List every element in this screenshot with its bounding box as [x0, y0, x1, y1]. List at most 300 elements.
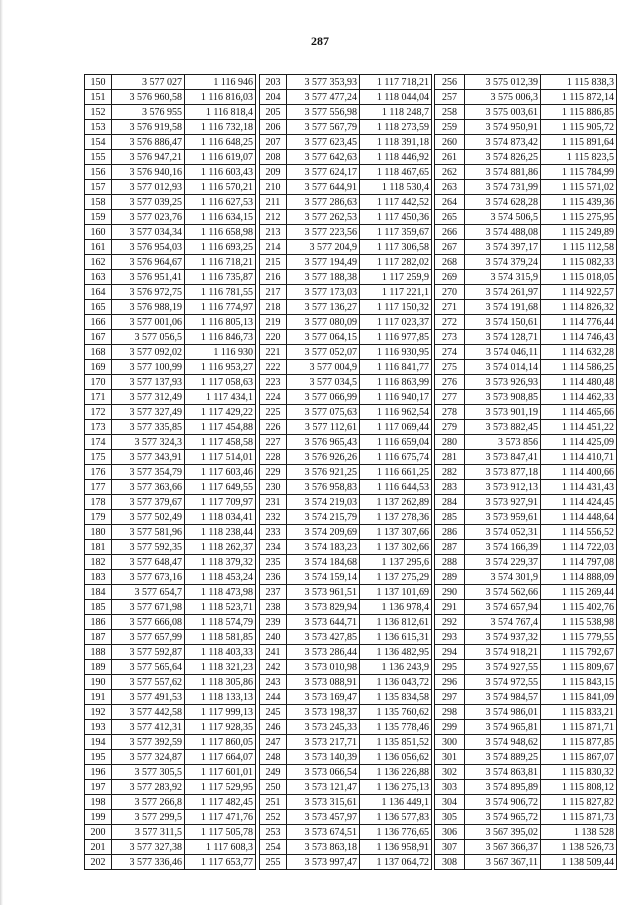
x-coordinate: 3 573 912,13: [465, 480, 541, 495]
point-number: 202: [85, 855, 112, 870]
y-coordinate: 1 117 482,45: [185, 795, 256, 810]
y-coordinate: 1 114 556,52: [541, 525, 617, 540]
y-coordinate: 1 118 446,92: [360, 150, 432, 165]
table-row: [85, 810, 256, 825]
y-coordinate: 1 114 400,66: [541, 465, 617, 480]
table-row: [260, 345, 432, 360]
x-coordinate: 3 574 261,97: [465, 285, 541, 300]
x-coordinate: 3 577 034,5: [287, 375, 360, 390]
table-row: [435, 480, 617, 495]
point-number: 196: [85, 765, 112, 780]
table-row: [435, 180, 617, 195]
x-coordinate: 3 574 209,69: [287, 525, 360, 540]
x-coordinate: 3 576 972,75: [112, 285, 185, 300]
point-number: 185: [85, 600, 112, 615]
point-number: 252: [260, 810, 287, 825]
point-number: 218: [260, 300, 287, 315]
y-coordinate: 1 117 860,05: [185, 735, 256, 750]
x-coordinate: 3 577 556,98: [287, 105, 360, 120]
table-row: [260, 360, 432, 375]
x-coordinate: 3 577 173,03: [287, 285, 360, 300]
table-row: [435, 360, 617, 375]
table-row: [435, 195, 617, 210]
point-number: 292: [435, 615, 465, 630]
table-row: [435, 390, 617, 405]
point-number: 234: [260, 540, 287, 555]
point-number: 261: [435, 150, 465, 165]
x-coordinate: 3 576 951,41: [112, 270, 185, 285]
x-coordinate: 3 573 245,33: [287, 720, 360, 735]
point-number: 264: [435, 195, 465, 210]
table-row: [435, 705, 617, 720]
x-coordinate: 3 577 137,93: [112, 375, 185, 390]
y-coordinate: 1 118 467,65: [360, 165, 432, 180]
point-number: 212: [260, 210, 287, 225]
table-row: [260, 600, 432, 615]
x-coordinate: 3 577 075,63: [287, 405, 360, 420]
x-coordinate: 3 577 066,99: [287, 390, 360, 405]
x-coordinate: 3 573 863,18: [287, 840, 360, 855]
table-row: [85, 525, 256, 540]
y-coordinate: 1 116 774,97: [185, 300, 256, 315]
x-coordinate: 3 577 623,45: [287, 135, 360, 150]
coordinate-table-3: [434, 74, 617, 870]
x-coordinate: 3 574 159,14: [287, 570, 360, 585]
y-coordinate: 1 114 797,08: [541, 555, 617, 570]
point-number: 162: [85, 255, 112, 270]
table-row: [85, 840, 256, 855]
point-number: 213: [260, 225, 287, 240]
point-number: 266: [435, 225, 465, 240]
y-coordinate: 1 115 871,71: [541, 720, 617, 735]
table-row: [260, 570, 432, 585]
table-row: [85, 120, 256, 135]
y-coordinate: 1 115 808,12: [541, 780, 617, 795]
point-number: 223: [260, 375, 287, 390]
y-coordinate: 1 117 221,1: [360, 285, 432, 300]
point-number: 156: [85, 165, 112, 180]
y-coordinate: 1 115 830,32: [541, 765, 617, 780]
y-coordinate: 1 115 838,3: [541, 75, 617, 90]
x-coordinate: 3 577 012,93: [112, 180, 185, 195]
point-number: 233: [260, 525, 287, 540]
table-row: [85, 405, 256, 420]
table-row: [85, 705, 256, 720]
y-coordinate: 1 116 718,21: [185, 255, 256, 270]
table-row: [260, 300, 432, 315]
table-row: [435, 150, 617, 165]
point-number: 239: [260, 615, 287, 630]
y-coordinate: 1 116 619,07: [185, 150, 256, 165]
point-number: 300: [435, 735, 465, 750]
point-number: 176: [85, 465, 112, 480]
table-row: [85, 285, 256, 300]
table-row: [85, 645, 256, 660]
point-number: 169: [85, 360, 112, 375]
table-row: [85, 390, 256, 405]
y-coordinate: 1 118 453,24: [185, 570, 256, 585]
point-number: 215: [260, 255, 287, 270]
point-number: 270: [435, 285, 465, 300]
point-number: 278: [435, 405, 465, 420]
coordinate-table-2: [259, 74, 432, 870]
table-row: [85, 555, 256, 570]
point-number: 203: [260, 75, 287, 90]
x-coordinate: 3 577 336,46: [112, 855, 185, 870]
y-coordinate: 1 136 226,88: [360, 765, 432, 780]
y-coordinate: 1 116 693,25: [185, 240, 256, 255]
x-coordinate: 3 573 829,94: [287, 600, 360, 615]
y-coordinate: 1 117 150,32: [360, 300, 432, 315]
table-row: [260, 750, 432, 765]
table-row: [435, 795, 617, 810]
y-coordinate: 1 116 570,21: [185, 180, 256, 195]
x-coordinate: 3 574 191,68: [465, 300, 541, 315]
y-coordinate: 1 117 649,55: [185, 480, 256, 495]
table-row: [260, 660, 432, 675]
x-coordinate: 3 574 937,32: [465, 630, 541, 645]
y-coordinate: 1 135 851,52: [360, 735, 432, 750]
y-coordinate: 1 114 746,43: [541, 330, 617, 345]
point-number: 173: [85, 420, 112, 435]
y-coordinate: 1 116 946: [185, 75, 256, 90]
y-coordinate: 1 117 471,76: [185, 810, 256, 825]
y-coordinate: 1 116 627,53: [185, 195, 256, 210]
y-coordinate: 1 118 581,85: [185, 630, 256, 645]
point-number: 200: [85, 825, 112, 840]
table-row: [85, 615, 256, 630]
y-coordinate: 1 115 538,98: [541, 615, 617, 630]
x-coordinate: 3 573 847,41: [465, 450, 541, 465]
point-number: 207: [260, 135, 287, 150]
x-coordinate: 3 573 927,91: [465, 495, 541, 510]
table-row: [435, 300, 617, 315]
point-number: 206: [260, 120, 287, 135]
point-number: 305: [435, 810, 465, 825]
x-coordinate: 3 577 657,99: [112, 630, 185, 645]
y-coordinate: 1 115 784,99: [541, 165, 617, 180]
y-coordinate: 1 116 940,17: [360, 390, 432, 405]
table-row: [435, 690, 617, 705]
x-coordinate: 3 574 767,4: [465, 615, 541, 630]
x-coordinate: 3 576 954,03: [112, 240, 185, 255]
x-coordinate: 3 576 926,26: [287, 450, 360, 465]
y-coordinate: 1 115 082,33: [541, 255, 617, 270]
point-number: 277: [435, 390, 465, 405]
point-number: 183: [85, 570, 112, 585]
point-number: 195: [85, 750, 112, 765]
table-row: [435, 585, 617, 600]
point-number: 150: [85, 75, 112, 90]
x-coordinate: 3 577 262,53: [287, 210, 360, 225]
x-coordinate: 3 573 286,44: [287, 645, 360, 660]
point-number: 307: [435, 840, 465, 855]
x-coordinate: 3 576 988,19: [112, 300, 185, 315]
x-coordinate: 3 576 947,21: [112, 150, 185, 165]
table-row: [260, 120, 432, 135]
table-row: [435, 495, 617, 510]
table-row: [260, 765, 432, 780]
point-number: 244: [260, 690, 287, 705]
y-coordinate: 1 138 528: [541, 825, 617, 840]
y-coordinate: 1 136 958,91: [360, 840, 432, 855]
y-coordinate: 1 117 282,02: [360, 255, 432, 270]
y-coordinate: 1 117 653,77: [185, 855, 256, 870]
point-number: 211: [260, 195, 287, 210]
table-row: [435, 570, 617, 585]
table-row: [435, 780, 617, 795]
table-row: [85, 180, 256, 195]
y-coordinate: 1 116 816,03: [185, 90, 256, 105]
table-row: [260, 555, 432, 570]
table-row: [260, 135, 432, 150]
point-number: 187: [85, 630, 112, 645]
point-number: 151: [85, 90, 112, 105]
y-coordinate: 1 116 841,77: [360, 360, 432, 375]
point-number: 235: [260, 555, 287, 570]
table-row: [435, 750, 617, 765]
y-coordinate: 1 117 529,95: [185, 780, 256, 795]
y-coordinate: 1 136 978,4: [360, 600, 432, 615]
y-coordinate: 1 117 259,9: [360, 270, 432, 285]
y-coordinate: 1 136 577,83: [360, 810, 432, 825]
x-coordinate: 3 577 194,49: [287, 255, 360, 270]
point-number: 165: [85, 300, 112, 315]
y-coordinate: 1 114 465,66: [541, 405, 617, 420]
table-row: [260, 240, 432, 255]
y-coordinate: 1 116 732,18: [185, 120, 256, 135]
x-coordinate: 3 573 121,47: [287, 780, 360, 795]
table-row: [435, 735, 617, 750]
table-row: [435, 555, 617, 570]
table-row: [260, 195, 432, 210]
table-row: [260, 405, 432, 420]
x-coordinate: 3 574 918,21: [465, 645, 541, 660]
table-row: [435, 105, 617, 120]
y-coordinate: 1 137 275,29: [360, 570, 432, 585]
table-row: [260, 315, 432, 330]
y-coordinate: 1 135 834,58: [360, 690, 432, 705]
y-coordinate: 1 115 867,07: [541, 750, 617, 765]
y-coordinate: 1 116 781,55: [185, 285, 256, 300]
point-number: 267: [435, 240, 465, 255]
y-coordinate: 1 135 778,46: [360, 720, 432, 735]
x-coordinate: 3 577 654,7: [112, 585, 185, 600]
y-coordinate: 1 137 278,36: [360, 510, 432, 525]
y-coordinate: 1 118 305,86: [185, 675, 256, 690]
table-row: [85, 735, 256, 750]
x-coordinate: 3 577 491,53: [112, 690, 185, 705]
table-row: [85, 315, 256, 330]
y-coordinate: 1 115 112,58: [541, 240, 617, 255]
x-coordinate: 3 567 366,37: [465, 840, 541, 855]
point-number: 265: [435, 210, 465, 225]
point-number: 263: [435, 180, 465, 195]
x-coordinate: 3 577 327,49: [112, 405, 185, 420]
y-coordinate: 1 116 863,99: [360, 375, 432, 390]
x-coordinate: 3 574 014,14: [465, 360, 541, 375]
x-coordinate: 3 577 204,9: [287, 240, 360, 255]
x-coordinate: 3 577 343,91: [112, 450, 185, 465]
x-coordinate: 3 577 034,34: [112, 225, 185, 240]
y-coordinate: 1 115 439,36: [541, 195, 617, 210]
y-coordinate: 1 117 450,36: [360, 210, 432, 225]
point-number: 303: [435, 780, 465, 795]
x-coordinate: 3 573 877,18: [465, 465, 541, 480]
x-coordinate: 3 577 581,96: [112, 525, 185, 540]
x-coordinate: 3 574 657,94: [465, 600, 541, 615]
x-coordinate: 3 573 427,85: [287, 630, 360, 645]
point-number: 290: [435, 585, 465, 600]
x-coordinate: 3 577 353,93: [287, 75, 360, 90]
x-coordinate: 3 577 642,63: [287, 150, 360, 165]
y-coordinate: 1 116 846,73: [185, 330, 256, 345]
table-row: [85, 375, 256, 390]
x-coordinate: 3 577 092,02: [112, 345, 185, 360]
y-coordinate: 1 137 262,89: [360, 495, 432, 510]
y-coordinate: 1 114 431,43: [541, 480, 617, 495]
point-number: 308: [435, 855, 465, 870]
y-coordinate: 1 117 359,67: [360, 225, 432, 240]
table-row: [260, 780, 432, 795]
x-coordinate: 3 576 964,67: [112, 255, 185, 270]
x-coordinate: 3 573 882,45: [465, 420, 541, 435]
point-number: 269: [435, 270, 465, 285]
table-row: [85, 75, 256, 90]
point-number: 297: [435, 690, 465, 705]
table-row: [85, 585, 256, 600]
point-number: 181: [85, 540, 112, 555]
y-coordinate: 1 115 809,67: [541, 660, 617, 675]
x-coordinate: 3 575 003,61: [465, 105, 541, 120]
table-row: [435, 660, 617, 675]
y-coordinate: 1 118 321,23: [185, 660, 256, 675]
y-coordinate: 1 118 530,4: [360, 180, 432, 195]
point-number: 271: [435, 300, 465, 315]
point-number: 242: [260, 660, 287, 675]
y-coordinate: 1 116 648,25: [185, 135, 256, 150]
point-number: 253: [260, 825, 287, 840]
coordinate-table-1: [84, 74, 256, 870]
x-coordinate: 3 577 412,31: [112, 720, 185, 735]
table-row: [85, 825, 256, 840]
point-number: 179: [85, 510, 112, 525]
x-coordinate: 3 574 397,17: [465, 240, 541, 255]
x-coordinate: 3 574 128,71: [465, 330, 541, 345]
table-row: [85, 540, 256, 555]
point-number: 175: [85, 450, 112, 465]
point-number: 161: [85, 240, 112, 255]
table-row: [85, 675, 256, 690]
y-coordinate: 1 116 661,25: [360, 465, 432, 480]
x-coordinate: 3 574 183,23: [287, 540, 360, 555]
y-coordinate: 1 137 302,66: [360, 540, 432, 555]
y-coordinate: 1 136 615,31: [360, 630, 432, 645]
y-coordinate: 1 117 999,13: [185, 705, 256, 720]
point-number: 257: [435, 90, 465, 105]
point-number: 220: [260, 330, 287, 345]
table-row: [435, 765, 617, 780]
table-row: [85, 780, 256, 795]
x-coordinate: 3 577 064,15: [287, 330, 360, 345]
point-number: 182: [85, 555, 112, 570]
x-coordinate: 3 573 959,61: [465, 510, 541, 525]
x-coordinate: 3 574 488,08: [465, 225, 541, 240]
y-coordinate: 1 117 505,78: [185, 825, 256, 840]
y-coordinate: 1 116 658,98: [185, 225, 256, 240]
y-coordinate: 1 114 425,09: [541, 435, 617, 450]
table-row: [435, 825, 617, 840]
point-number: 296: [435, 675, 465, 690]
table-row: [85, 300, 256, 315]
y-coordinate: 1 114 424,45: [541, 495, 617, 510]
x-coordinate: 3 574 906,72: [465, 795, 541, 810]
x-coordinate: 3 577 023,76: [112, 210, 185, 225]
table-row: [435, 375, 617, 390]
y-coordinate: 1 114 480,48: [541, 375, 617, 390]
table-row: [85, 270, 256, 285]
point-number: 210: [260, 180, 287, 195]
x-coordinate: 3 577 188,38: [287, 270, 360, 285]
point-number: 158: [85, 195, 112, 210]
x-coordinate: 3 577 312,49: [112, 390, 185, 405]
y-coordinate: 1 136 043,72: [360, 675, 432, 690]
point-number: 177: [85, 480, 112, 495]
x-coordinate: 3 574 229,37: [465, 555, 541, 570]
table-row: [435, 90, 617, 105]
y-coordinate: 1 117 514,01: [185, 450, 256, 465]
point-number: 255: [260, 855, 287, 870]
table-row: [85, 345, 256, 360]
point-number: 272: [435, 315, 465, 330]
y-coordinate: 1 114 888,09: [541, 570, 617, 585]
x-coordinate: 3 574 166,39: [465, 540, 541, 555]
point-number: 166: [85, 315, 112, 330]
y-coordinate: 1 136 482,95: [360, 645, 432, 660]
table-row: [435, 435, 617, 450]
y-coordinate: 1 114 776,44: [541, 315, 617, 330]
y-coordinate: 1 116 962,54: [360, 405, 432, 420]
table-row: [435, 450, 617, 465]
y-coordinate: 1 114 410,71: [541, 450, 617, 465]
table-row: [85, 105, 256, 120]
table-row: [260, 165, 432, 180]
point-number: 167: [85, 330, 112, 345]
point-number: 205: [260, 105, 287, 120]
x-coordinate: 3 577 112,61: [287, 420, 360, 435]
x-coordinate: 3 574 881,86: [465, 165, 541, 180]
y-coordinate: 1 117 429,22: [185, 405, 256, 420]
x-coordinate: 3 574 219,03: [287, 495, 360, 510]
x-coordinate: 3 574 965,81: [465, 720, 541, 735]
point-number: 152: [85, 105, 112, 120]
table-row: [435, 525, 617, 540]
x-coordinate: 3 577 567,79: [287, 120, 360, 135]
y-coordinate: 1 115 841,09: [541, 690, 617, 705]
x-coordinate: 3 577 039,25: [112, 195, 185, 210]
table-row: [260, 585, 432, 600]
y-coordinate: 1 116 930: [185, 345, 256, 360]
x-coordinate: 3 577 327,38: [112, 840, 185, 855]
x-coordinate: 3 567 395,02: [465, 825, 541, 840]
x-coordinate: 3 573 926,93: [465, 375, 541, 390]
x-coordinate: 3 575 012,39: [465, 75, 541, 90]
point-number: 217: [260, 285, 287, 300]
y-coordinate: 1 118 379,32: [185, 555, 256, 570]
point-number: 304: [435, 795, 465, 810]
table-row: [435, 840, 617, 855]
x-coordinate: 3 576 919,58: [112, 120, 185, 135]
